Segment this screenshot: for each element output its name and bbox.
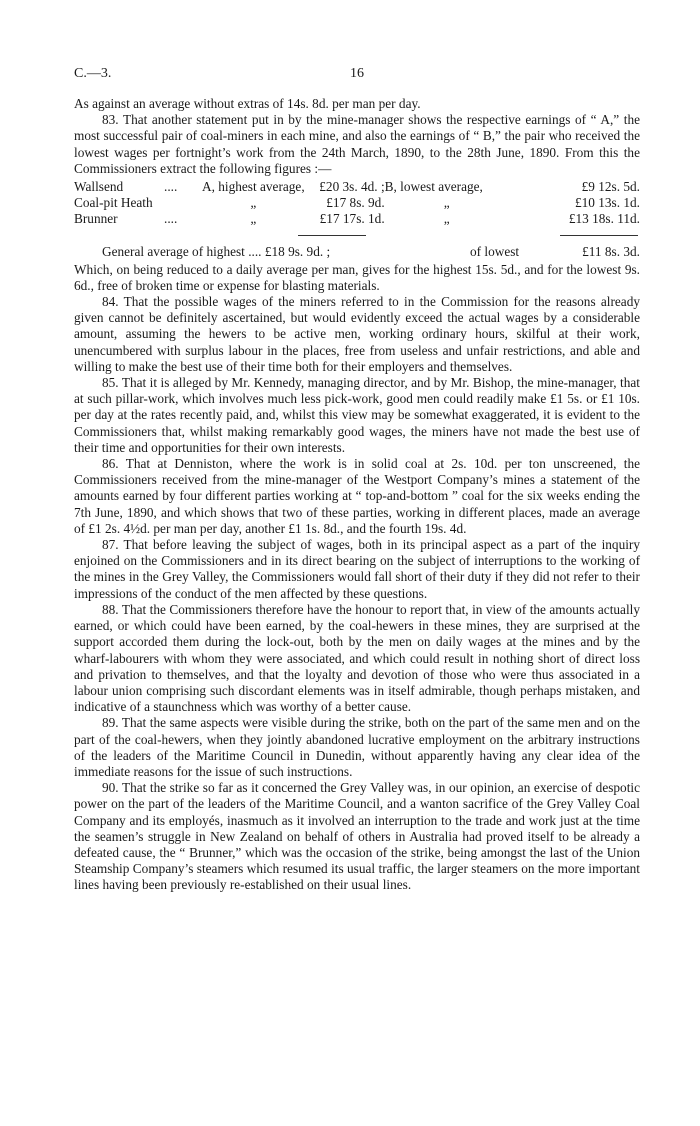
mine-name: Coal-pit Heath	[74, 195, 153, 211]
ditto-mark: „	[443, 195, 450, 211]
paragraph-90: 90. That the strike so far as it concerned the Grey Valley was, in our opinion, an exercise of despotic power on the part of the leaders of the Maritime Council, and a wanton sacrifice of the Grey Valley Coal Company and its employés, inasmuch as it involved an interruption to the trade and work just at the time the seamen’s struggle in New Zealand on behalf of others in Australia had proved itself to be already a defeated cause, the “ Brunner,” which was the occasion of the strike, being amongst the last of the Union Steamship Company’s steamers which resumed its usual traffic, the larger steamers on the more important lines having been previously re-established on their usual lines.	[74, 780, 640, 893]
document-code: C.—3.	[74, 66, 112, 81]
leader-dots	[164, 195, 202, 211]
paragraph-83: 83. That another statement put in by the mine-manager shows the respective earnings of “ A,” the most successful pair of coal-miners in each mine, and also the earnings of “ B,” the pair who received the lowest wages per fortnight’s work from the 24th March, 1890, to the 28th June, 1890. From this the Commissioners extract the following figures :—	[74, 112, 640, 176]
lowest-sum-rule	[560, 235, 638, 236]
general-average-highest: General average of highest .... £18 9s. 9d. ;	[102, 243, 331, 259]
paragraph-88: 88. That the Commissioners therefore have the honour to report that, in view of the amounts actually earned, or which could have been earned, by the coal-hewers in these mines, they are surprised at the support accorded them during the lock-out, both by the men on daily wages at the mines and by the wharf-labourers with whom they were associated, and which could result in nothing short of direct loss and privation to themselves, and that the loyalty and devotion of those who were thus associated in a labour union comprising such discordant elements was in itself admirable, though perhaps mistaken, and indicative of a staunchness which was worthy of a better cause.	[74, 601, 640, 715]
general-average-lowest-value: £11 8s. 3d.	[582, 243, 640, 259]
ditto-mark: „	[250, 195, 257, 211]
document-page	[74, 66, 640, 894]
paragraph-84: 84. That the possible wages of the miners referred to in the Commission for the reasons already given cannot be definitely ascertained, but would evidently exceed the actual wages by a considerable amount, assuming the hewers to be active men, working ordinary hours, skilful at their work, unencumbered with surplus labour in the places, free from useless and unfair restrictions, and able and willing to make the best use of their time both for their employers and themselves.	[74, 294, 640, 374]
table-row	[74, 211, 640, 227]
paragraph-89: 89. That the same aspects were visible during the strike, both on the part of the same men and on the part of the coal-hewers, when they jointly abandoned lucrative employment on the arbitrary instructions of the leaders of the Maritime Council in Dunedin, without apparently having any clear idea of the immediate reasons for the issue of such instructions.	[74, 715, 640, 779]
highest-value: £20 3s. 4d. ;	[319, 179, 385, 195]
highest-sum-rule	[298, 235, 366, 236]
highest-value: £17 8s. 9d.	[326, 195, 385, 211]
highest-value: £17 17s. 1d.	[319, 211, 385, 227]
table-row	[74, 195, 640, 211]
lowest-value: £10 13s. 1d.	[574, 195, 640, 211]
opening-line: As against an average without extras of 14s. 8d. per man per day.	[74, 96, 421, 111]
general-average-lowest-label: of lowest	[470, 243, 520, 259]
mine-name: Brunner	[74, 211, 118, 227]
lowest-value: £13 18s. 11d.	[568, 211, 640, 227]
paragraph-87: 87. That before leaving the subject of wages, both in its principal aspect as a part of the inquiry enjoined on the Commissioners and in its direct bearing on the subject of interruptions to the working of the mines in the Grey Valley, the Commissioners would fall short of their duty if they did not refer to their impressions of the conduct of the men affected by these questions.	[74, 537, 640, 601]
page-header	[74, 66, 640, 96]
lowest-value: £9 12s. 5d.	[581, 179, 640, 195]
ditto-mark: „	[250, 211, 257, 227]
ditto-mark: „	[443, 211, 450, 227]
mine-name: Wallsend	[74, 179, 124, 195]
highest-label: A, highest average,	[202, 179, 305, 195]
leader-dots: ....	[164, 211, 178, 227]
page-number: 16	[350, 66, 364, 81]
lowest-label: B, lowest average,	[384, 179, 483, 195]
table-row	[74, 179, 640, 195]
paragraph-86: 86. That at Denniston, where the work is in solid coal at 2s. 10d. per ton unscreened, the Commissioners received from the mine-manager of the Westport Company’s mines a statement of the amounts earned by four different parties working at “ top-and-bottom ” coal for the six weeks ending the 7th June, 1890, and which shows that two of these parties, working in different places, made an average of £1 2s. 4½d. per man per day, another £1 1s. 8d., and the fourth 19s. 4d.	[74, 456, 640, 536]
general-average-row	[74, 242, 640, 262]
after-figures: Which, on being reduced to a daily average per man, gives for the highest 15s. 5d., and for the lowest 9s. 6d., free of broken time or expense for blasting materials.	[74, 261, 640, 293]
leader-dots: ....	[164, 179, 178, 195]
sum-rules	[74, 228, 640, 242]
paragraph-85: 85. That it is alleged by Mr. Kennedy, managing director, and by Mr. Bishop, the mine-manager, that at such pillar-work, which involves much less pick-work, good men could readily make £1 5s. or £1 10s. per day at the rates recently paid, and, whilst this view may be somewhat exaggerated, it is evident to the Commissioners that, whilst making remarkably good wages, the miners have not made the best use of their time and opportunities for their own interests.	[74, 375, 640, 455]
earnings-table	[74, 179, 640, 228]
